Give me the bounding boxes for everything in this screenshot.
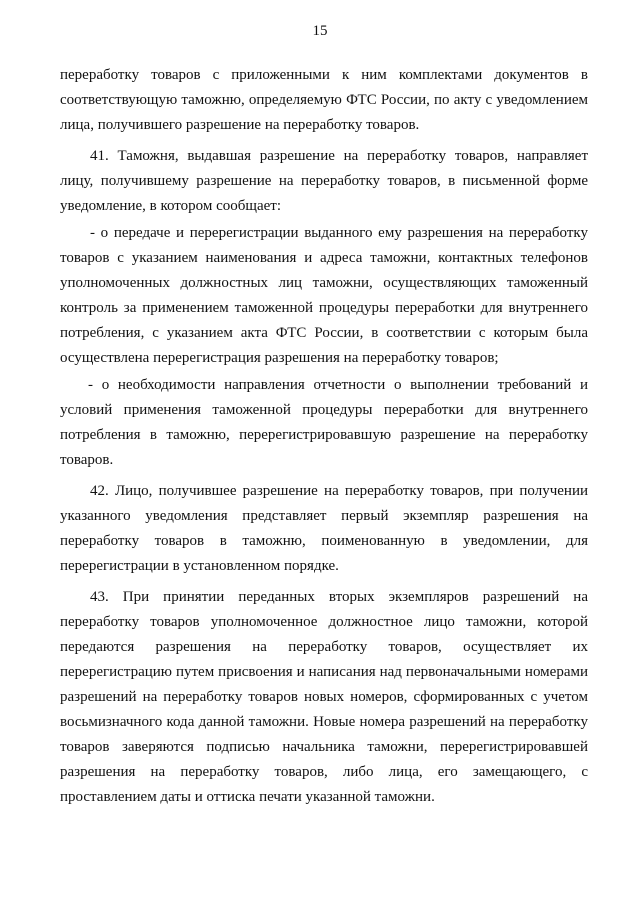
text-line: указанного уведомления представляет первый экземпляр разрешения на [60, 508, 588, 524]
text-line: переработку товаров в таможню, поименованную в уведомлении, для [60, 533, 588, 549]
text-line: уполномоченных должностных лиц таможни, осуществляющих таможенный [60, 275, 588, 291]
text-line: лица, получившего разрешение на переработку товаров. [60, 117, 420, 133]
text-line: переработку товаров с приложенными к ним комплектами документов в [60, 67, 588, 83]
text-line: разрешений на переработку товаров новых номеров, сформированных с учетом [60, 689, 588, 705]
text-line: 42. Лицо, получившее разрешение на переработку товаров, при получении [90, 483, 588, 499]
text-line: восьмизначного кода данной таможни. Новые номера разрешений на переработку [60, 714, 588, 730]
text-line: уведомление, в котором сообщает: [60, 198, 282, 214]
text-line: лицу, получившему разрешение на переработку товаров, в письменной форме [60, 173, 588, 189]
text-line: перерегистрации в установленном порядке. [60, 558, 339, 574]
text-line: 43. При принятии переданных вторых экземпляров разрешений на [90, 589, 588, 605]
text-line: осуществлена перерегистрация разрешения на переработку товаров; [60, 350, 499, 366]
text-line: - о передаче и перерегистрации выданного ему разрешения на переработку [90, 225, 588, 241]
text-line: переработку товаров уполномоченное должностное лицо таможни, которой [60, 614, 588, 630]
page-number: 15 [312, 23, 328, 39]
text-line: товаров заверяются подписью начальника таможни, перерегистрировавшей [60, 739, 588, 755]
text-line: перерегистрацию путем присвоения и написания над первоначальными номерами [60, 664, 588, 680]
text-line: соответствующую таможню, определяемую ФТС России, по акту с уведомлением [60, 92, 588, 108]
text-line: 41. Таможня, выдавшая разрешение на переработку товаров, направляет [90, 148, 588, 164]
text-line: потребления в таможню, перерегистрировавшую разрешение на переработку [60, 427, 588, 443]
text-line: передаются разрешения на переработку товаров, осуществляет их [60, 639, 588, 655]
text-line: - о необходимости направления отчетности о выполнении требований и [88, 377, 588, 393]
text-line: товаров с указанием наименования и адреса таможни, контактных телефонов [60, 250, 588, 266]
text-line: разрешения на переработку товаров, либо лица, его замещающего, с [60, 764, 588, 780]
text-line: потребления, с указанием акта ФТС России, в соответствии с которым была [60, 325, 588, 341]
text-line: проставлением даты и оттиска печати указанной таможни. [60, 789, 435, 805]
text-line: товаров. [60, 452, 114, 468]
text-line: условий применения таможенной процедуры переработки для внутреннего [60, 402, 588, 418]
text-line: контроль за применением таможенной процедуры переработки для внутреннего [60, 300, 588, 316]
